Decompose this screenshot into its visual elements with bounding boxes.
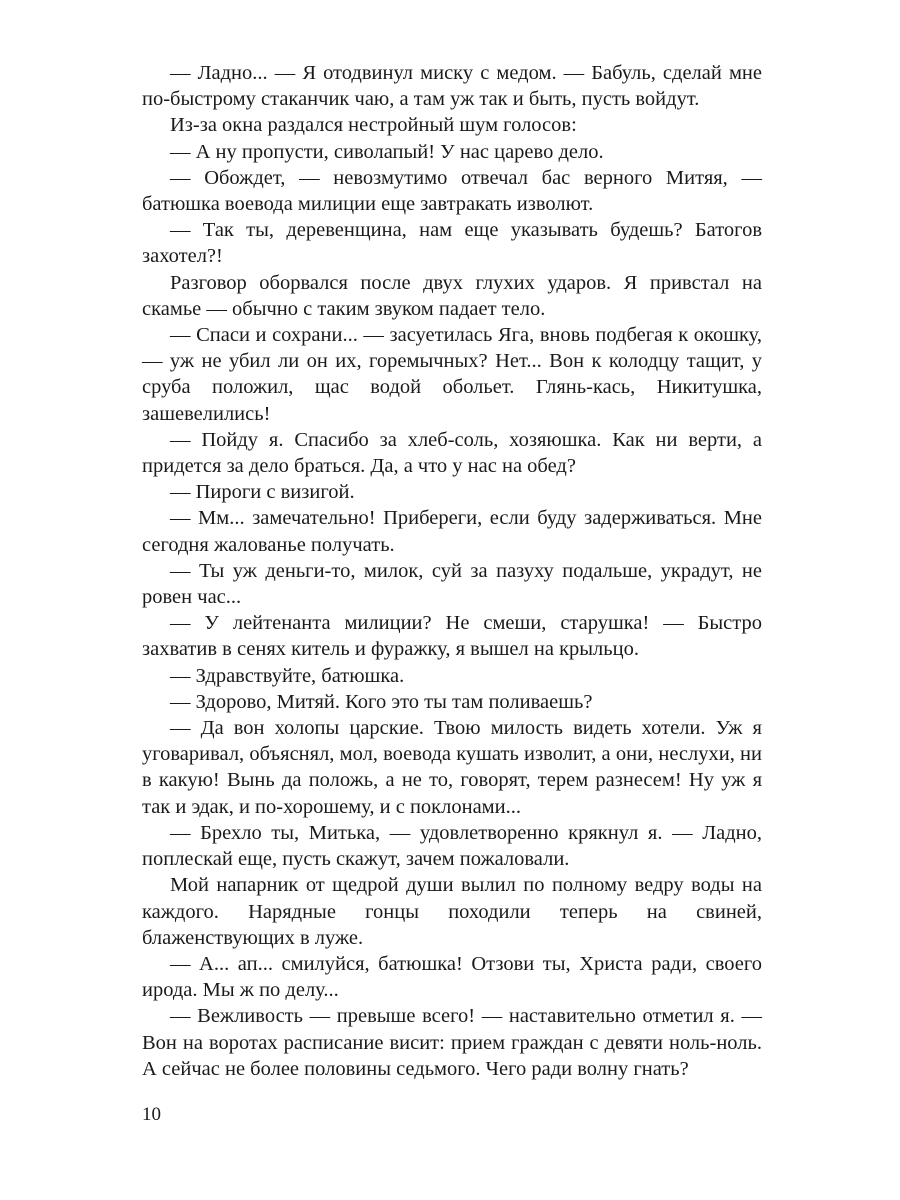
paragraph: — Обождет, — невозмутимо отвечал бас верного Митяя, — батюшка воевода милиции еще завтракать изволют. xyxy=(142,166,762,216)
paragraph: Разговор оборвался после двух глухих ударов. Я привстал на скамье — обычно с таким звуком падает тело. xyxy=(142,271,762,320)
paragraph: — Мм... замечательно! Прибереги, если буду задерживаться. Мне сегодня жалованье получать. xyxy=(142,507,762,556)
paragraph: — У лейтенанта милиции? Не смеши, старушка! — Быстро захватив в сенях китель и фуражку, я вышел на крыльцо. xyxy=(142,612,762,661)
paragraph: — Вежливость — превыше всего! — наставительно отметил я. — Вон на воротах расписание висит: прием граждан с девяти ноль-ноль. А сейчас не более половины седьмого. Чего ради волну гнать? xyxy=(142,1005,762,1080)
paragraph: — Ладно... — Я отодвинул миску с медом. — Бабуль, сделай мне по-быстрому стаканчик чаю, а там уж так и быть, пусть войдут. xyxy=(142,62,762,111)
paragraph: — Здорово, Митяй. Кого это ты там поливаешь? xyxy=(170,690,593,713)
paragraph: — Пироги с визигой. xyxy=(170,481,355,504)
paragraph: — Брехло ты, Митька, — удовлетворенно крякнул я. — Ладно, поплескай еще, пусть скажут, зачем пожаловали. xyxy=(142,821,762,871)
paragraph: — А ну пропусти, сиволапый! У нас царево дело. xyxy=(170,140,604,163)
paragraph: — Так ты, деревенщина, нам еще указывать будешь? Батогов захотел?! xyxy=(142,219,762,268)
paragraph: — Ты уж деньги-то, милок, суй за пазуху подальше, украдут, не ровен час... xyxy=(142,559,762,609)
paragraph: Из-за окна раздался нестройный шум голосов: xyxy=(170,114,577,137)
body-text xyxy=(142,60,762,1082)
paragraph: — Пойду я. Спасибо за хлеб-соль, хозяюшка. Как ни верти, а придется за дело браться. Да, а что у нас на обед? xyxy=(142,428,762,478)
paragraph: — Здравствуйте, батюшка. xyxy=(170,664,405,687)
paragraph: — Спаси и сохрани... — засуетилась Яга, вновь подбегая к окошку, — уж не убил ли он их, горемычных? Нет... Вон к колодцу тащит, у сруба положил, щас водой обольет. Глянь-кась, Никитушка, зашевелились! xyxy=(142,324,762,425)
page-number: 10 xyxy=(142,1104,161,1125)
paragraph: — Да вон холопы царские. Твою милость видеть хотели. Уж я уговаривал, объяснял, мол, воевода кушать изволит, а они, неслухи, ни в какую! Вынь да положь, а не то, говорят, терем разнесем! Ну уж я так и эдак, и по-хорошему, и с поклонами... xyxy=(142,717,762,818)
paragraph: — А... ап... смилуйся, батюшка! Отзови ты, Христа ради, своего ирода. Мы ж по делу... xyxy=(142,952,762,1002)
paragraph: Мой напарник от щедрой души вылил по полному ведру воды на каждого. Нарядные гонцы походили теперь на свиней, блаженствующих в луже. xyxy=(142,874,762,949)
